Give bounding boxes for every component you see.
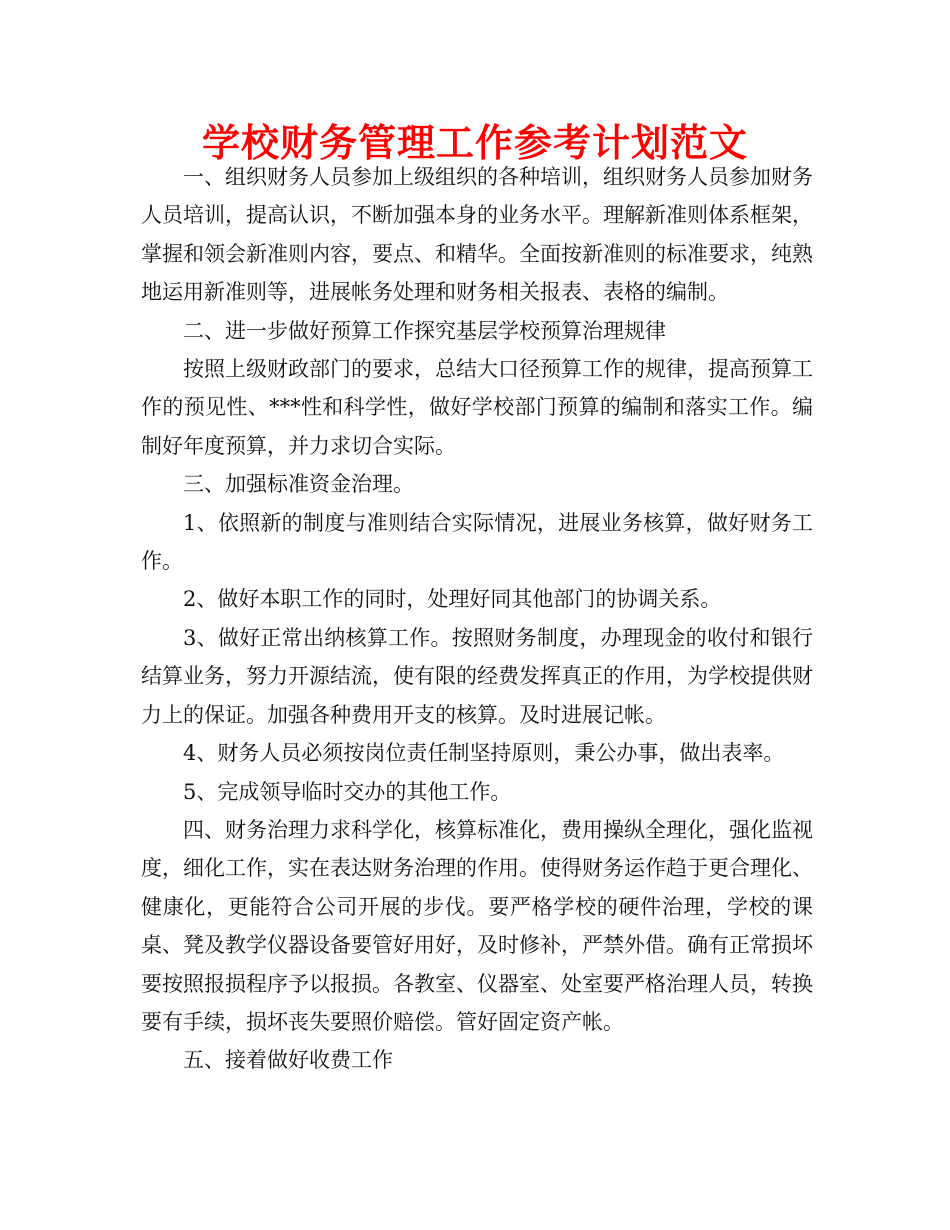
paragraph-10: 四、财务治理力求科学化，核算标准化，费用操纵全理化，强化监视度，细化工作，实在表达财务治理的作用。使得财务运作趋于更合理化、健康化，更能符合公司开展的步伐。要严格学校的硬件治理，学校的课桌、凳及教学仪器设备要管好用好，及时修补，严禁外借。确有正常损坏要按照报损程序予以报损。各教室、仪器室、处室要严格治理人员，转换要有手续，损坏丧失要照价赔偿。管好固定资产帐。 bbox=[141, 817, 813, 1034]
paragraph-4-heading: 三、加强标准资金治理。 bbox=[183, 472, 414, 497]
paragraph-7: 3、做好正常出纳核算工作。按照财务制度，办理现金的收付和银行结算业务，努力开源结流，使有限的经费发挥真正的作用，为学校提供财力上的保证。加强各种费用开支的核算。及时进展记帐。 bbox=[141, 625, 813, 727]
paragraph-9: 5、完成领导临时交办的其他工作。 bbox=[183, 779, 512, 804]
paragraph-1: 一、组织财务人员参加上级组织的各种培训，组织财务人员参加财务人员培训，提高认识，不断加强本身的业务水平。理解新准则体系框架，掌握和领会新准则内容，要点、和精华。全面按新准则的标准要求，纯熟地运用新准则等，进展帐务处理和财务相关报表、表格的编制。 bbox=[141, 165, 813, 305]
paragraph-5: 1、依照新的制度与准则结合实际情况，进展业务核算，做好财务工作。 bbox=[141, 510, 813, 574]
paragraph-2-heading: 二、进一步做好预算工作探究基层学校预算治理规律 bbox=[183, 318, 666, 343]
document-body bbox=[141, 158, 813, 1080]
paragraph-6: 2、做好本职工作的同时，处理好同其他部门的协调关系。 bbox=[183, 587, 722, 612]
document-title: 学校财务管理工作参考计划范文 bbox=[201, 121, 748, 165]
paragraph-3: 按照上级财政部门的要求，总结大口径预算工作的规律，提高预算工作的预见性、***性和科学性，做好学校部门预算的编制和落实工作。编制好年度预算，并力求切合实际。 bbox=[141, 357, 813, 458]
paragraph-11-heading: 五、接着做好收费工作 bbox=[183, 1048, 393, 1073]
paragraph-8: 4、财务人员必须按岗位责任制坚持原则，秉公办事，做出表率。 bbox=[183, 741, 785, 766]
